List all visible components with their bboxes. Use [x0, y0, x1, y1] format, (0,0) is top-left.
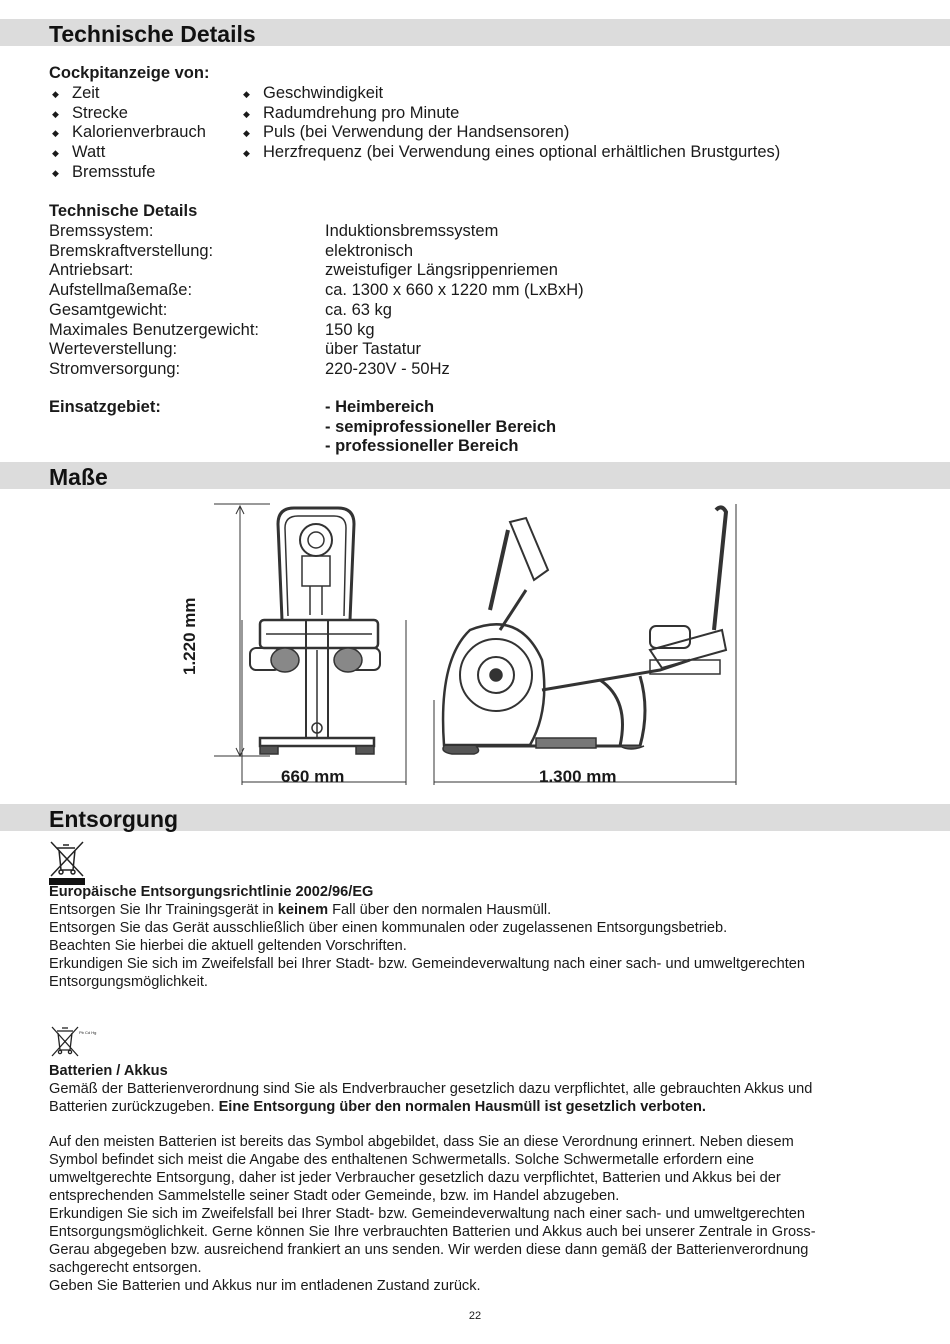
- spec-row: Gesamtgewicht: ca. 63 kg: [49, 300, 392, 319]
- einsatz-item: - semiprofessioneller Bereich: [325, 417, 557, 436]
- spec-row: Werteverstellung: über Tastatur: [49, 340, 422, 359]
- bullet-diamond-icon: ◆: [52, 128, 59, 139]
- einsatz-item: - Heimbereich: [325, 398, 435, 416]
- weee-line: Erkundigen Sie sich im Zweifelsfall bei Ihrer Stadt- bzw. Gemeindeverwaltung nach einer sach- und umweltgerechten: [49, 956, 806, 972]
- weee-heading: Europäische Entsorgungsrichtlinie 2002/96/EG: [49, 884, 374, 900]
- cockpit-heading: Cockpitanzeige von:: [49, 64, 210, 82]
- battery-line: Entsorgungsmöglichkeit. Gerne können Sie Ihre verbrauchten Batterien und Akkus auch bei unserer Zentrale in Gross-: [49, 1224, 816, 1240]
- list-item: ◆ Watt: [52, 143, 106, 162]
- spec-row: Bremssystem: Induktionsbremssystem: [49, 222, 499, 240]
- battery-line: Auf den meisten Batterien ist bereits das Symbol abgebildet, dass Sie an diese Verordnung erinnert. Neben diesem: [49, 1134, 794, 1150]
- bullet-diamond-icon: ◆: [52, 148, 59, 159]
- battery-bin-icon: [49, 1024, 97, 1060]
- battery-icon-label: Pb Cd Hg: [79, 1030, 97, 1035]
- section-title-entsorgung: Entsorgung: [49, 806, 179, 832]
- spec-row: Antriebsart: zweistufiger Längsrippenriemen: [49, 261, 558, 280]
- list-item: ◆ Bremsstufe: [52, 162, 156, 181]
- battery-line: Gerau abgegeben bzw. ausreichend frankiert an uns senden. Wir werden diese dann gemäß der Batterienverordnung: [49, 1242, 809, 1258]
- battery-line: Batterien zurückzugeben. Eine Entsorgung über den normalen Hausmüll ist gesetzlich verboten.: [49, 1099, 706, 1115]
- list-item: ◆ Herzfrequenz (bei Verwendung eines optional erhältlichen Brustgurtes): [243, 143, 781, 162]
- spec-row: Bremskraftverstellung: elektronisch: [49, 241, 414, 260]
- einsatz-item: - professioneller Bereich: [325, 437, 519, 456]
- battery-line: Gemäß der Batterienverordnung sind Sie als Endverbraucher gesetzlich dazu verpflichtet, alle gebrauchten Akkus und: [49, 1081, 813, 1097]
- weee-line: Entsorgen Sie Ihr Trainingsgerät in keinem Fall über den normalen Hausmüll.: [49, 902, 552, 918]
- cockpit-list-left: [49, 84, 206, 183]
- section-band-entsorgung: [0, 804, 950, 831]
- section-title-masse: Maße: [49, 464, 108, 490]
- dimension-height-label: 1.220 mm: [180, 597, 199, 675]
- spec-row: Aufstellmaßemaße: ca. 1300 x 660 x 1220 mm (LxBxH): [49, 281, 584, 300]
- page-number: 22: [468, 1310, 482, 1322]
- list-item: ◆ Radumdrehung pro Minute: [243, 103, 460, 122]
- section-band-technical: [0, 19, 950, 46]
- battery-line: Symbol befindet sich meist die Angabe des enthaltenen Schwermetalls. Solche Schwermetalle erfordern eine: [49, 1152, 754, 1168]
- bullet-diamond-icon: ◆: [52, 89, 59, 99]
- section-band-masse: [0, 462, 950, 489]
- list-item: ◆ Strecke: [52, 103, 128, 122]
- bike-side-view-drawing: [430, 500, 740, 790]
- bike-front-view-drawing: [210, 500, 410, 790]
- battery-line: umweltgerechte Entsorgung, daher ist jeder Verbraucher gesetzlich dazu verpflichtet, Batterien und Akkus bei der: [49, 1170, 781, 1186]
- specs-table: [49, 222, 584, 380]
- bullet-diamond-icon: ◆: [52, 167, 59, 178]
- weee-line: Entsorgen Sie das Gerät ausschließlich über einen kommunalen oder zugelassenen Entsorgungsbetrieb.: [49, 920, 728, 936]
- battery-line: sachgerecht entsorgen.: [49, 1260, 202, 1276]
- spec-row: Maximales Benutzergewicht: 150 kg: [49, 320, 375, 339]
- battery-line: entsprechenden Sammelstelle seiner Stadt oder Gemeinde, bzw. im Handel abzugeben.: [49, 1188, 620, 1204]
- battery-line: Erkundigen Sie sich im Zweifelsfall bei Ihrer Stadt- bzw. Gemeindeverwaltung nach einer sach- und umweltgerechten: [49, 1206, 806, 1222]
- list-item: ◆ Zeit: [52, 84, 100, 102]
- dimension-length-label: 1.300 mm: [539, 767, 617, 786]
- weee-line: Beachten Sie hierbei die aktuell geltenden Vorschriften.: [49, 938, 407, 954]
- spec-row: Stromversorgung: 220-230V - 50Hz: [49, 359, 450, 378]
- battery-heading: Batterien / Akkus: [49, 1063, 168, 1079]
- section-title-technical: Technische Details: [49, 21, 256, 47]
- dimension-width-label: 660 mm: [281, 767, 345, 786]
- einsatz-list: [325, 398, 556, 457]
- bullet-diamond-icon: ◆: [243, 148, 250, 159]
- bullet-diamond-icon: ◆: [243, 108, 250, 119]
- einsatz-label: Einsatzgebiet:: [49, 398, 161, 416]
- cockpit-list-right: [240, 84, 780, 163]
- specs-heading: Technische Details: [49, 202, 198, 220]
- list-item: ◆ Puls (bei Verwendung der Handsensoren): [243, 123, 570, 142]
- crossed-bin-icon: [49, 840, 85, 886]
- weee-line: Entsorgungsmöglichkeit.: [49, 974, 208, 990]
- list-item: ◆ Geschwindigkeit: [243, 84, 384, 102]
- bullet-diamond-icon: ◆: [52, 108, 59, 119]
- list-item: ◆ Kalorienverbrauch: [52, 123, 206, 142]
- battery-line: Geben Sie Batterien und Akkus nur im entladenen Zustand zurück.: [49, 1278, 481, 1294]
- bullet-diamond-icon: ◆: [243, 128, 250, 139]
- bullet-diamond-icon: ◆: [243, 89, 250, 99]
